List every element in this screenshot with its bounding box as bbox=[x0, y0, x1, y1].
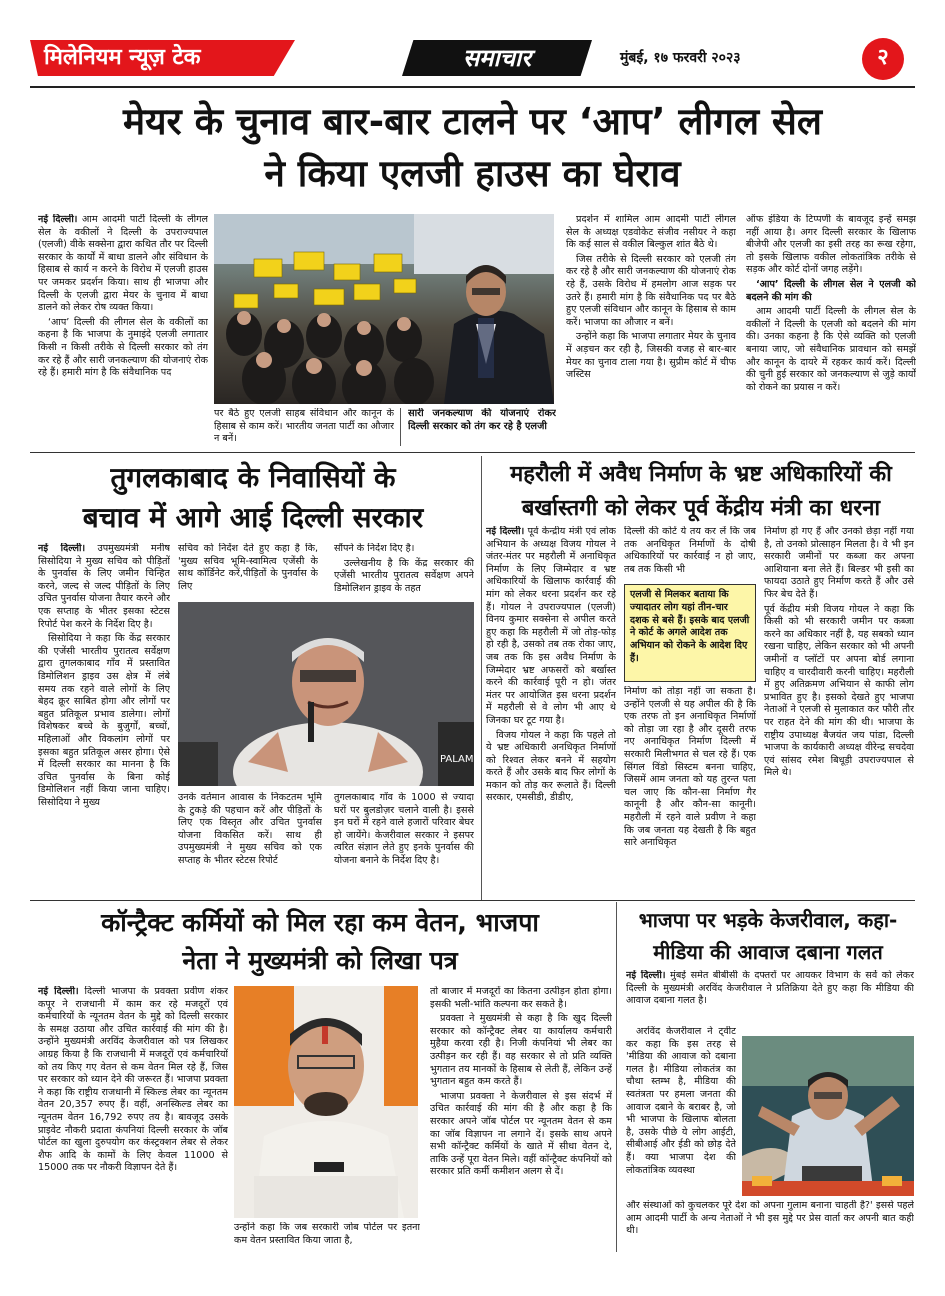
story2-headline-line1: तुगलकाबाद के निवासियों के bbox=[110, 461, 396, 494]
story1-col1-p1: आम आदमी पार्टी दिल्ली के लीगल सेल के वकीलों ने दिल्ली के उपराज्यपाल (एलजी) वीके सक्सेना द्वारा कथित तौर पर दिल्ली सरकार के कार्यों में बाधा डालने और संविधान के हिसाब से कार्य न करने के विरोध में एलजी हाउस पर जमकर प्रदर्शन किया। साथ ही भाजपा और दिल्ली के एलजी द्वारा मेयर के चुनाव में बाधा डालने को लेकर रोष व्यक्त किया। bbox=[38, 214, 208, 314]
story2-col3-bottom: तुगलकाबाद गाँव के 1000 से ज्यादा घरों पर बुलडोज़र चलाने वाली है। इससे इन घरों में रहने वाले हजारों परिवार बेघर हो जायेंगे। केजरीवाल सरकार ने इसपर त्वरित संज्ञान लेते हुए इनके पुनर्वास की योजना बनाने के निर्देश दिए है। bbox=[334, 792, 474, 866]
story3-col1 bbox=[486, 526, 616, 896]
story1-col3-p2: जिस तरीके से दिल्ली सरकार को एलजी तंग कर रहे है और सारी जनकल्याण की योजनाएं रोक रहे हैं, उसके विरोध में हमलोग आज सड़क पर उतरे हैं। हमारी मांग है कि संवैधानिक पद पर बैठे हुए एलजी संविधान और कानून के हिसाब से काम करें। भाजपा का औजार न बनें। bbox=[566, 253, 736, 328]
story1-col1 bbox=[38, 214, 208, 446]
story5-p1: मुंबई समेत बीबीसी के दफ्तरों पर आयकर विभाग के सर्वे को लेकर दिल्ली के मुख्यमंत्री अरविंद केजरीवाल ने प्रतिक्रिया देते हुए कहा कि मीडिया की आवाज दबाना गलत है। bbox=[626, 970, 914, 1007]
story1-col3-p3: उन्होंने कहा कि भाजपा लगातार मेयर के चुनाव में अड़चन कर रही है, जिसकी वजह से बार-बार मेयर का चुनाव टाला गया है। सुप्रीम कोर्ट में चीफ जस्टिस bbox=[566, 331, 736, 381]
story2-3-bottom-rule bbox=[30, 900, 915, 901]
story3-col3-p2: पूर्व केंद्रीय मंत्री विजय गोयल ने कहा कि किसी को भी सरकारी जमीन पर कब्जा करने का अधिकार नहीं है, यह सबको ध्यान रखना चाहिए, लेकिन सरकार को भी अपनी जमीनों व प्लॉटों पर अपना बोर्ड लगाना चाहिए व चारदीवारी करनी चाहिए। महरौली में हुए अतिक्रमण अभियान से काफी लोग प्रभावित हुए है। इसको देखते हुए भाजपा नेताओं ने एलजी से मुलाकात कर फौरी तौर पर राहत देने की मांग की थी। भाजपा के राष्ट्रीय उपाध्यक्ष बैजयंत जय पांडा, दिल्ली भाजपा के कार्यकारी अध्यक्ष वीरेन्द्र सचदेवा एवं सांसद रमेश बिधूड़ी उपराज्यपाल से मिले थे। bbox=[764, 603, 914, 779]
story4-col1 bbox=[38, 986, 228, 1248]
story2-col3-top-p2: उल्लेखनीय है कि केंद्र सरकार की एजेंसी भारतीय पुरातत्व सर्वेक्षण अपने डिमोलिशन ड्राइव के तहत bbox=[334, 557, 474, 594]
story3-headline-line1: महरौली में अवैध निर्माण के भ्रष्ट अधिकारियों की bbox=[510, 462, 892, 487]
story4-col1-p1: दिल्ली भाजपा के प्रवक्ता प्रवीण शंकर कपूर ने राजधानी में काम कर रहे मजदूरों एवं कर्मचारियों के न्यूनतम वेतन के मुद्दे को दिल्ली सरकार के समक्ष उठाया और उचित कार्रवाई की मांग की है। उन्होंने मुख्यमंत्री अरविंद केजरीवाल को पत्र लिखकर आग्रह किया है कि राजधानी में मजदूरों एवं कर्मचारियों को तय किए गए वेतन से कम वेतन मिल रहे हैं, जिस पर सरकार को ध्यान देने की जरूरत हैं। भाजपा प्रवक्ता ने कहा कि राष्ट्रीय राजधानी में स्किल्ड लेबर का न्यूनतम वेतन 20,357 रुपए हैं। वहीं, अनस्किल्ड लेबर का न्यूनतम वेतन 16,792 रुपए तय है। बावजूद उसके प्राइवेट नौकरी प्रदाता कंपनियां दिल्ली सरकार के जॉब पोर्टल का खुला दुरुपयोग कर कंस्ट्रक्शन लेबर से लेकर शैफ आदि के कामों के लिए केवल 11000 से 15000 तक पर नौकरी विज्ञापन देते हैं। bbox=[38, 986, 228, 1174]
podium-label: PALAM bbox=[440, 754, 474, 765]
story2-headline-line2: बचाव में आगे आई दिल्ली सरकार bbox=[82, 501, 424, 534]
story2-col2-bottom: उनके वर्तमान आवास के निकटतम भूमि के टुकड़े की पहचान करें और पीड़ितों के लिए एक विस्तृत और उचित पुनर्वास योजना विकसित करें। साथ ही उपमुख्यमंत्री ने मुख्य सचिव को एक सप्ताह के भीतर स्टेटस रिपोर्ट bbox=[178, 792, 322, 866]
protest-crowd-photo-icon bbox=[214, 214, 554, 404]
story5-headline-line2: मीडिया की आवाज दबाना गलत bbox=[653, 940, 883, 964]
story1-photo-caption-a: पर बैठे हुए एलजी साहब संविधान और कानून के हिसाब से काम करें। भारतीय जनता पार्टी का औजार न बनें। bbox=[214, 408, 394, 445]
story5-headline bbox=[620, 904, 916, 968]
page-number: २ bbox=[877, 45, 889, 70]
story3-col2-top: दिल्ली की कोर्ट ये तय कर लें कि जब तक अनधिकृत निर्माणों के दोषी अधिकारियों पर कार्रवाई न हो जाए, तब तक किसी भी bbox=[624, 526, 756, 575]
story2-col1-p1: उपमुख्यमंत्री मनीष सिसोदिया ने मुख्य सचिव को पीड़ितों के पुनर्वास के लिए जमीन चिन्हित करने, जल्द से जल्द पीड़ितों के लिए उचित पुनर्वास योजना तैयार करने और एक सप्ताह के भीतर इसका स्टेटस रिपोर्ट पेश करने के निर्देश दिए है। bbox=[38, 543, 170, 630]
masthead-section: समाचार bbox=[462, 44, 532, 72]
story3-col1-p2: विजय गोयल ने कहा कि पहले तो ये भ्रष्ट अधिकारी अनधिकृत निर्माणों को रिश्वत लेकर बनने में सहयोग करते हैं और उसके बाद फिर लोगों के मकान को तोड़ कर रूलाते हैं। दिल्ली सरकार, एमसीडी, डीडीए, bbox=[486, 729, 616, 804]
story3-col3 bbox=[764, 526, 914, 896]
story1-col4-p1: ऑफ इंडिया के टिप्पणी के बावजूद इन्हें समझ नहीं आया है। अगर दिल्ली सरकार के खिलाफ बीजेपी और एलजी का इसी तरह का रूख रहेगा, तो इसके खिलाफ वकील लोकतांत्रिक तरीके से सड़क और कोर्ट दोनों जगह लड़ेंगे। bbox=[746, 214, 916, 276]
story4-divider bbox=[616, 902, 617, 1252]
story2-col3-top-p1: सौंपने के निर्देश दिए है। bbox=[334, 543, 415, 554]
masthead-brand: मिलेनियम न्यूज़ टेक bbox=[44, 45, 201, 70]
story1-dateline: नई दिल्ली। bbox=[38, 214, 78, 225]
speaker-photo bbox=[178, 602, 474, 786]
story2-divider bbox=[481, 456, 482, 900]
story3-pull-box bbox=[624, 584, 756, 682]
story1-headline bbox=[30, 96, 915, 200]
story4-col3-p3: भाजपा प्रवक्ता ने केजरीवाल से इस संदर्भ में उचित कार्रवाई की मांग की है और कहा है कि सरकार अपने जॉब पोर्टल पर न्यूनतम वेतन से कम का जॉब विज्ञापन ना लगाने दें। इसके साथ अपने सभी कॉन्ट्रैक्ट कर्मियों के खाते में सीधा वेतन दे, ताकि उन्हें पूरा वेतन मिले। वहीं कॉन्ट्रैक्ट कंपनियों को सरकार प्रति कर्मी कमीशन अलग से दें। bbox=[430, 1090, 612, 1178]
story1-col1-p2: ‘आप’ दिल्ली की लीगल सेल के वकीलों का कहना है कि भाजपा के नुमाइंदे एलजी लगातार किसी न किसी तरीके से दिल्ली सरकार को तंग कर रहे हैं और सारी जनकल्याण की योजनाएं रोक रहे हैं। हमारी मांग है कि संवैधानिक पद bbox=[38, 316, 208, 379]
speaker-podium-photo-icon bbox=[178, 602, 474, 786]
story2-col3-top bbox=[334, 543, 474, 595]
story1-col4-p2: आम आदमी पार्टी दिल्ली के लीगल सेल के वकीलों ने दिल्ली के एलजी को बदलने की मांग की। उनका कहना है कि ऐसे व्यक्ति को एलजी बनाया जाए, जो संवैधानिक प्रावधान को समझें और कानून के दायरे में रहकर कार्य करें। दिल्ली की चुनी हुई सरकार को जनकल्याण से जुड़े कार्यों को रोकने का प्रयास न करें। bbox=[746, 306, 916, 393]
kejriwal-photo bbox=[742, 1036, 914, 1196]
story4-col3 bbox=[430, 986, 612, 1248]
story1-headline-line2: ने किया एलजी हाउस का घेराव bbox=[264, 152, 681, 195]
masthead-dateline: मुंबई, १७ फरवरी २०२३ bbox=[620, 50, 741, 66]
story5-intro bbox=[626, 970, 914, 1026]
story4-col3-p2: प्रवक्ता ने मुख्यमंत्री से कहा है कि खुद दिल्ली सरकार को कॉन्ट्रैक्ट लेबर या कार्यालय कर्मचारी मुहैया करवा रही है। निजी कंपनियां भी लेबर का उत्पीड़न कर रही हैं। वह सरकार से तो प्रति व्यक्ति भुगतान तय मानकों के हिसाब से लेती हैं, लेकिन उन्हें भुगतान बहुत कम करते हैं। bbox=[430, 1013, 612, 1088]
story3-dateline: नई दिल्ली। bbox=[486, 526, 525, 537]
story5-p3: और संस्थाओं को कुचलकर पूरे देश को अपना गुलाम बनाना चाहती है?' इससे पहले आम आदमी पार्टी के अन्य नेताओं ने भी इस मुद्दे पर प्रेस वार्ता कर अपनी बात कही थी। bbox=[626, 1200, 914, 1237]
story2-col2-top: सचिव को निर्देश देते हुए कहा है कि, 'मुख्य सचिव भूमि-स्वामित्व एजेंसी के साथ कॉर्डिनेट करें,पीड़ितों के पुनर्वास के लिए bbox=[178, 543, 318, 592]
story1-col3 bbox=[566, 214, 736, 446]
story1-col4 bbox=[746, 214, 916, 446]
story2-col1-p2: सिसोदिया ने कहा कि केंद्र सरकार की एजेंसी भारतीय पुरातत्व सर्वेक्षण द्वारा तुगलकाबाद गाँव में प्रस्तावित डिमोलिशन ड्राइव उस क्षेत्र में लंबे समय तक रहने वाले लोगों के लिए बेहद क्रूर साबित होगा और लोगों पर बहुत प्रतिकूल प्रभाव डालेगा। लोगों विशेषकर बच्चे के बुजुर्गों, बच्चों, महिलाओं और विकलांग लोगों पर इसका बहुत प्रतिकूल असर होगा। ऐसे में दिल्ली सरकार का मानना है कि उचित पुनर्वास के बिना कोई डिमोलिशन नहीं किया जाना चाहिए। सिसोदिया ने मुख्य bbox=[38, 633, 170, 808]
story4-headline bbox=[30, 904, 610, 980]
story2-dateline: नई दिल्ली। bbox=[38, 543, 86, 554]
story3-headline-line2: बर्खास्तगी को लेकर पूर्व केंद्रीय मंत्री का धरना bbox=[521, 496, 881, 521]
protest-photo bbox=[214, 214, 554, 404]
story3-headline bbox=[486, 458, 916, 526]
story1-caption-divider bbox=[400, 408, 401, 446]
story1-photo-caption-b: सारी जनकल्याण की योजनाएं रोकर दिल्ली सरकार को तंग कर रहे है एलजी bbox=[408, 408, 556, 432]
masthead bbox=[30, 38, 915, 80]
story4-headline-line1: कॉन्ट्रैक्ट कर्मियों को मिल रहा कम वेतन, भाजपा bbox=[101, 908, 539, 937]
story2-headline bbox=[30, 458, 476, 538]
leader-photo bbox=[234, 986, 418, 1218]
story4-headline-line2: नेता ने मुख्यमंत्री को लिखा पत्र bbox=[182, 946, 458, 975]
kejriwal-speech-photo-icon bbox=[742, 1036, 914, 1196]
story4-dateline: नई दिल्ली। bbox=[38, 986, 79, 997]
story1-col4-subhead: ‘आप’ दिल्ली के लीगल सेल ने एलजी को बदलने की मांग की bbox=[746, 278, 916, 303]
story5-dateline: नई दिल्ली। bbox=[626, 970, 666, 981]
story1-col3-p1: प्रदर्शन में शामिल आम आदमी पार्टी लीगल सेल के अध्यक्ष एडवोकेट संजीव नसीयर ने कहा कि कई साल से वकील बिल्कुल शांत बैठे थे। bbox=[566, 214, 736, 251]
story2-col1 bbox=[38, 543, 170, 895]
story5-headline-line1: भाजपा पर भड़के केजरीवाल, कहा- bbox=[638, 908, 898, 932]
story1-bottom-rule bbox=[30, 452, 915, 453]
story5-body: अरविंद केजरीवाल ने ट्वीट कर कहा कि इस तरह से 'मीडिया की आवाज को दबाना गलत है। मीडिया लोकतंत्र का चौथा स्तम्भ है, मीडिया की स्वतंत्रता पर हमला जनता की आवाज दबाने के बराबर है, जो भी भाजपा के खिलाफ बोलता है, उसके पीछे ये लोग आईटी, सीबीआई और ईडी को छोड़ देते हैं। क्या भाजपा देश की लोकतांत्रिक व्यवस्था bbox=[626, 1026, 736, 1176]
story3-col1-p1: पूर्व केन्द्रीय मंत्री एवं लोक अभियान के अध्यक्ष विजय गोयल ने जंतर-मंतर पर महरौली में अनाधिकृत निर्माण के लिए जिम्मेदार व भ्रष्ट अधिकारियों के खिलाफ कार्रवाई की मांग को लेकर धरना प्रदर्शन कर रहे हैं। गोयल ने उपराज्यपाल (एलजी) विनय कुमार सक्सेना से अपील करते हुए कहा कि महरौली में जो तोड़-फोड़ हो रही है, उसको तब तक रोका जाए, जब तक कि इस अवैध निर्माण के जिम्मेदार भ्रष्ट अफसरों को बर्खास्त करने की कार्रवाई पूरी न हो। जंतर मंतर पर आयोजित इस धरना प्रदर्शन में महरौली से वे लोग भी आए थे जिनका घर टूट गया है। bbox=[486, 526, 616, 726]
story4-photo-caption: उन्होंने कहा कि जब सरकारी जोब पोर्टल पर इतना कम वेतन प्रस्तावित किया जाता है, bbox=[234, 1222, 420, 1246]
story3-col3-p1: निर्माण हो गए हैं और उनको छेड़ा नहीं गया है, तो उनको प्रोत्साहन मिलता है। वे भी इन सरकारी जमीनों पर कब्जा कर अपना आशियाना बना लेते हैं। बिल्डर भी इसी का फायदा उठाते हुए निर्माण करते हैं और उसे फिर बेच देते हैं। bbox=[764, 526, 914, 600]
story1-headline-line1: मेयर के चुनाव बार-बार टालने पर ‘आप’ लीगल सेल bbox=[122, 100, 823, 143]
masthead-rule bbox=[30, 86, 915, 88]
story3-pull-text: एलजी से मिलकर बताया कि ज्यादातर लोग यहां तीन-चार दशक से बसे हैं। इसके बाद एलजी ने कोर्ट के अगले आदेश तक अभियान को रोकने के आदेश दिए हैं। bbox=[630, 589, 750, 664]
leader-portrait-photo-icon bbox=[234, 986, 418, 1218]
story4-col3-p1: तो बाजार में मजदूरों का कितना उत्पीड़न होता होगा। इसकी भली-भांति कल्पना कर सकते है। bbox=[430, 986, 612, 1010]
story3-col2-bottom: निर्माण को तोड़ा नहीं जा सकता है। उन्होंने एलजी से यह अपील की है कि एक तरफ तो इन अनाधिकृत निर्माणों को तोड़ा जा रहा है और दूसरी तरफ नए अनाधिकृत निर्माण दिल्ली में सरकारी मिलीभगत से चल रहे हैं। एक सिंगल विंडो सिस्टम बनना चाहिए, जिसमें आम जनता को यह तुरन्त पता चल जाए कि कौन-सा निर्माण गैर कानूनी है और कौन-सा कानूनी। महरौली में रहने वाले प्रवीण ने कहा कि जब जनता यह देखती है कि बहुत सारे अनाधिकृत bbox=[624, 686, 756, 849]
